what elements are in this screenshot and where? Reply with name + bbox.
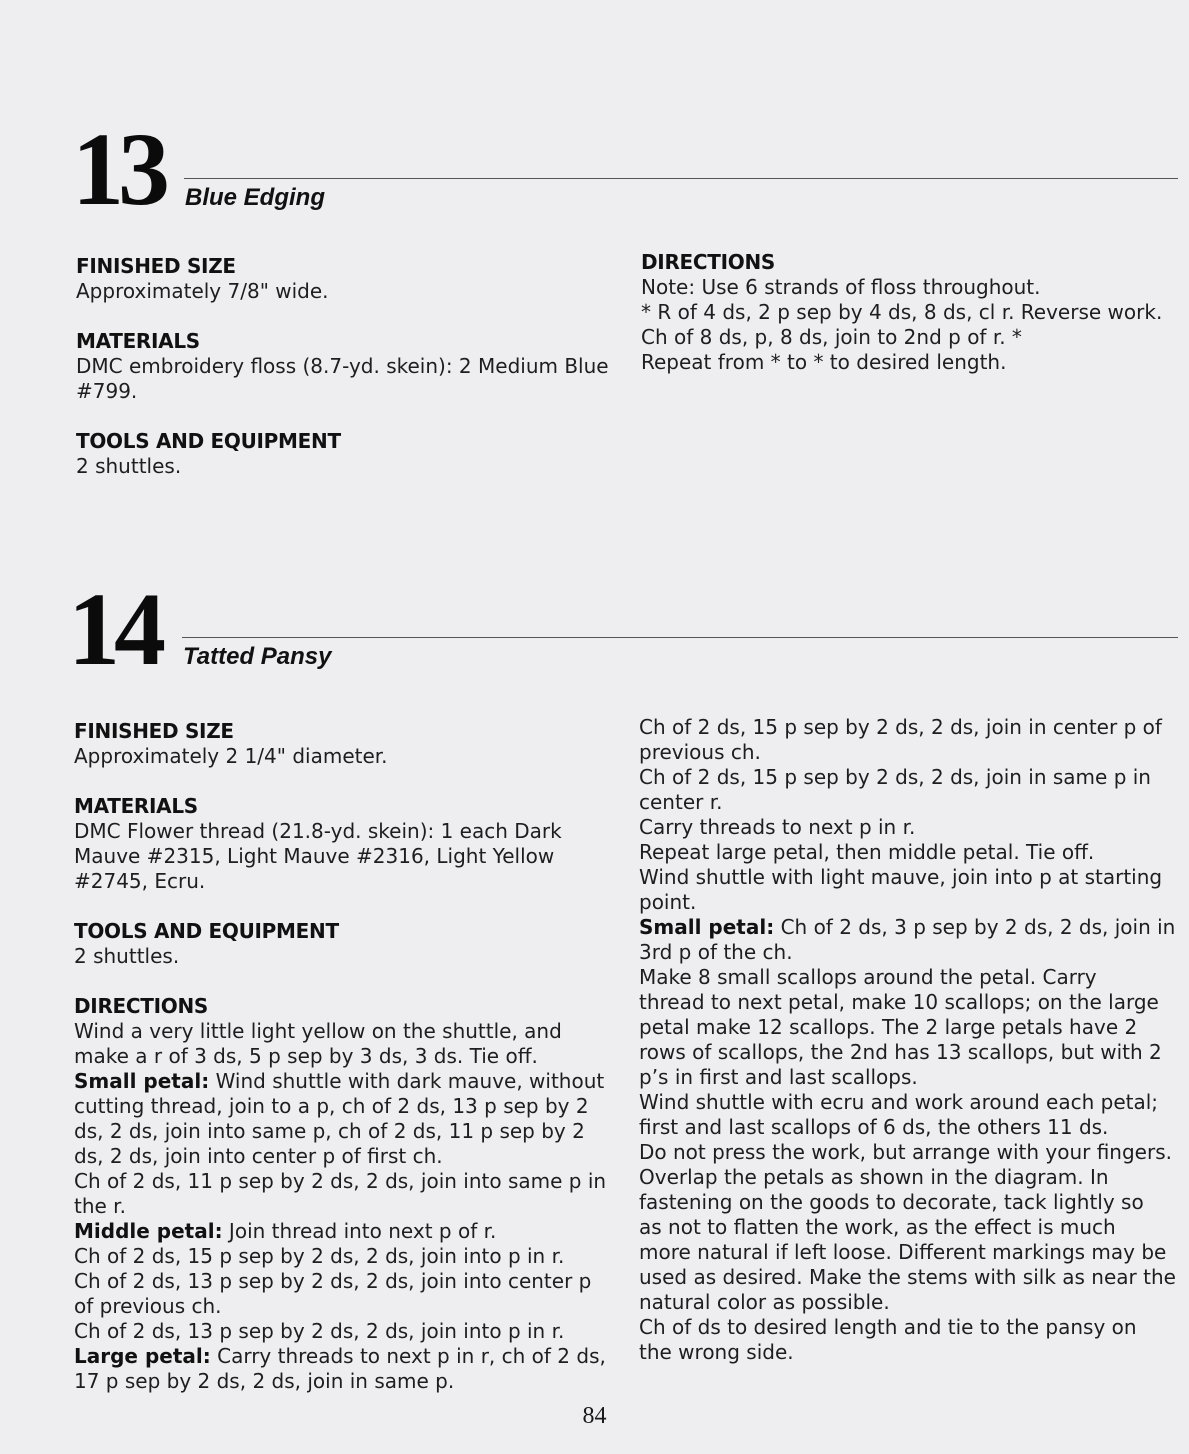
tools-text: 2 shuttles. — [74, 944, 180, 968]
directions-line: Ch of 8 ds, p, 8 ds, join to 2nd p of r. * — [641, 325, 1022, 349]
directions-left-lines — [74, 1019, 624, 1394]
finished-size-heading: FINISHED SIZE — [74, 719, 234, 743]
project-14-right-column — [639, 715, 1184, 1365]
step-text: ds, 2 ds, join into same p, ch of 2 ds, 11 p sep by 2 — [74, 1119, 585, 1143]
directions-line — [639, 740, 1184, 765]
project-14-title: Tatted Pansy — [183, 643, 332, 670]
step-text: Wind shuttle with light mauve, join into p at starting — [639, 865, 1163, 889]
directions-line — [639, 815, 1184, 840]
finished-size-text: Approximately 7/8" wide. — [76, 279, 329, 303]
tools-text: 2 shuttles. — [76, 454, 182, 478]
step-text: Make 8 small scallops around the petal. Carry — [639, 965, 1097, 989]
directions-line — [74, 1219, 624, 1244]
directions-line — [639, 915, 1184, 940]
step-text: Ch of 2 ds, 15 p sep by 2 ds, 2 ds, join in center p of — [639, 715, 1162, 739]
directions-line — [639, 1115, 1184, 1140]
step-text: cutting thread, join to a p, ch of 2 ds, 13 p sep by 2 — [74, 1094, 589, 1118]
directions-line — [74, 1244, 624, 1269]
directions-line — [639, 1165, 1184, 1190]
step-text: used as desired. Make the stems with silk as near the — [639, 1265, 1176, 1289]
project-14-number: 14 — [68, 572, 160, 687]
step-text: Overlap the petals as shown in the diagram. In — [639, 1165, 1109, 1189]
directions-line — [74, 1144, 624, 1169]
directions-line — [639, 1290, 1184, 1315]
step-text: center r. — [639, 790, 723, 814]
directions-line — [74, 1344, 624, 1369]
directions-line — [74, 1119, 624, 1144]
directions-line — [639, 1065, 1184, 1090]
directions-line: Note: Use 6 strands of floss throughout. — [641, 275, 1041, 299]
directions-line — [639, 1340, 1184, 1365]
project-13-right-column — [641, 250, 1181, 375]
step-text: Join thread into next p of r. — [222, 1219, 497, 1243]
step-text: thread to next petal, make 10 scallops; on the large — [639, 990, 1159, 1014]
directions-line — [74, 1044, 624, 1069]
step-text: petal make 12 scallops. The 2 large petals have 2 — [639, 1015, 1138, 1039]
directions-line — [639, 1240, 1184, 1265]
directions-line — [639, 965, 1184, 990]
materials-line: DMC Flower thread (21.8-yd. skein): 1 each Dark — [74, 819, 562, 843]
step-text: p’s in first and last scallops. — [639, 1065, 918, 1089]
step-text: 3rd p of the ch. — [639, 940, 793, 964]
step-text: Carry threads to next p in r. — [639, 815, 916, 839]
directions-line — [639, 1040, 1184, 1065]
directions-line — [639, 1090, 1184, 1115]
step-text: Wind a very little light yellow on the shuttle, and — [74, 1019, 562, 1043]
step-text: 17 p sep by 2 ds, 2 ds, join in same p. — [74, 1369, 455, 1393]
finished-size-heading: FINISHED SIZE — [76, 254, 236, 278]
materials-line: Mauve #2315, Light Mauve #2316, Light Yellow — [74, 844, 555, 868]
step-text: Ch of ds to desired length and tie to the pansy on — [639, 1315, 1137, 1339]
directions-line — [74, 1169, 624, 1194]
directions-line: * R of 4 ds, 2 p sep by 4 ds, 8 ds, cl r. Reverse work. — [641, 300, 1163, 324]
project-14-left-column — [74, 719, 624, 1394]
step-text: the r. — [74, 1194, 126, 1218]
project-13-left-column — [76, 254, 621, 479]
materials-heading: MATERIALS — [74, 794, 198, 818]
step-text: Do not press the work, but arrange with your fingers. — [639, 1140, 1172, 1164]
step-text: Ch of 2 ds, 3 p sep by 2 ds, 2 ds, join in — [774, 915, 1176, 939]
step-text: as not to flatten the work, as the effect is much — [639, 1215, 1116, 1239]
step-text: Ch of 2 ds, 13 p sep by 2 ds, 2 ds, join into p in r. — [74, 1319, 565, 1343]
directions-line — [639, 790, 1184, 815]
step-text: Ch of 2 ds, 15 p sep by 2 ds, 2 ds, join into p in r. — [74, 1244, 565, 1268]
step-label: Small petal: — [639, 915, 775, 939]
directions-line — [639, 990, 1184, 1015]
directions-line — [639, 1140, 1184, 1165]
directions-line — [639, 940, 1184, 965]
step-text: previous ch. — [639, 740, 761, 764]
directions-line — [639, 1015, 1184, 1040]
project-13-title: Blue Edging — [185, 184, 325, 211]
project-13-number: 13 — [72, 112, 164, 227]
directions-line — [639, 1265, 1184, 1290]
directions-line — [639, 840, 1184, 865]
step-text: the wrong side. — [639, 1340, 794, 1364]
materials-line: #2745, Ecru. — [74, 869, 206, 893]
directions-line: Repeat from * to * to desired length. — [641, 350, 1007, 374]
directions-line — [74, 1269, 624, 1294]
tools-heading: TOOLS AND EQUIPMENT — [76, 429, 341, 453]
tools-heading: TOOLS AND EQUIPMENT — [74, 919, 339, 943]
directions-line — [639, 715, 1184, 740]
step-text: Wind shuttle with dark mauve, without — [209, 1069, 605, 1093]
directions-line — [74, 1369, 624, 1394]
step-text: point. — [639, 890, 697, 914]
step-text: fastening on the goods to decorate, tack lightly so — [639, 1190, 1144, 1214]
directions-line — [74, 1194, 624, 1219]
directions-line — [639, 890, 1184, 915]
step-text: make a r of 3 ds, 5 p sep by 3 ds, 3 ds. Tie off. — [74, 1044, 538, 1068]
step-text: of previous ch. — [74, 1294, 222, 1318]
step-label: Large petal: — [74, 1344, 211, 1368]
directions-line — [639, 1190, 1184, 1215]
step-text: Repeat large petal, then middle petal. Tie off. — [639, 840, 1095, 864]
directions-line — [639, 1315, 1184, 1340]
step-text: Wind shuttle with ecru and work around each petal; — [639, 1090, 1159, 1114]
materials-heading: MATERIALS — [76, 329, 200, 353]
step-text: Ch of 2 ds, 15 p sep by 2 ds, 2 ds, join in same p in — [639, 765, 1151, 789]
step-label: Middle petal: — [74, 1219, 223, 1243]
step-text: more natural if left loose. Different markings may be — [639, 1240, 1167, 1264]
step-text: Ch of 2 ds, 13 p sep by 2 ds, 2 ds, join into center p — [74, 1269, 592, 1293]
step-text: Ch of 2 ds, 11 p sep by 2 ds, 2 ds, join into same p in — [74, 1169, 607, 1193]
directions-line — [74, 1094, 624, 1119]
project-14-rule — [182, 637, 1178, 638]
directions-line — [74, 1069, 624, 1094]
step-text: ds, 2 ds, join into center p of first ch. — [74, 1144, 443, 1168]
directions-line — [639, 1215, 1184, 1240]
project-13-rule — [184, 178, 1178, 179]
step-label: Small petal: — [74, 1069, 210, 1093]
page-number: 84 — [582, 1403, 607, 1429]
materials-line: #799. — [76, 379, 138, 403]
step-text: rows of scallops, the 2nd has 13 scallops, but with 2 — [639, 1040, 1162, 1064]
materials-line: DMC embroidery floss (8.7-yd. skein): 2 Medium Blue — [76, 354, 609, 378]
step-text: natural color as possible. — [639, 1290, 890, 1314]
directions-line — [639, 865, 1184, 890]
directions-line — [74, 1294, 624, 1319]
step-text: Carry threads to next p in r, ch of 2 ds, — [210, 1344, 606, 1368]
directions-line — [639, 765, 1184, 790]
directions-line — [74, 1019, 624, 1044]
directions-line — [74, 1319, 624, 1344]
finished-size-text: Approximately 2 1/4" diameter. — [74, 744, 388, 768]
step-text: first and last scallops of 6 ds, the others 11 ds. — [639, 1115, 1109, 1139]
directions-heading: DIRECTIONS — [74, 994, 209, 1018]
directions-heading: DIRECTIONS — [641, 250, 776, 274]
